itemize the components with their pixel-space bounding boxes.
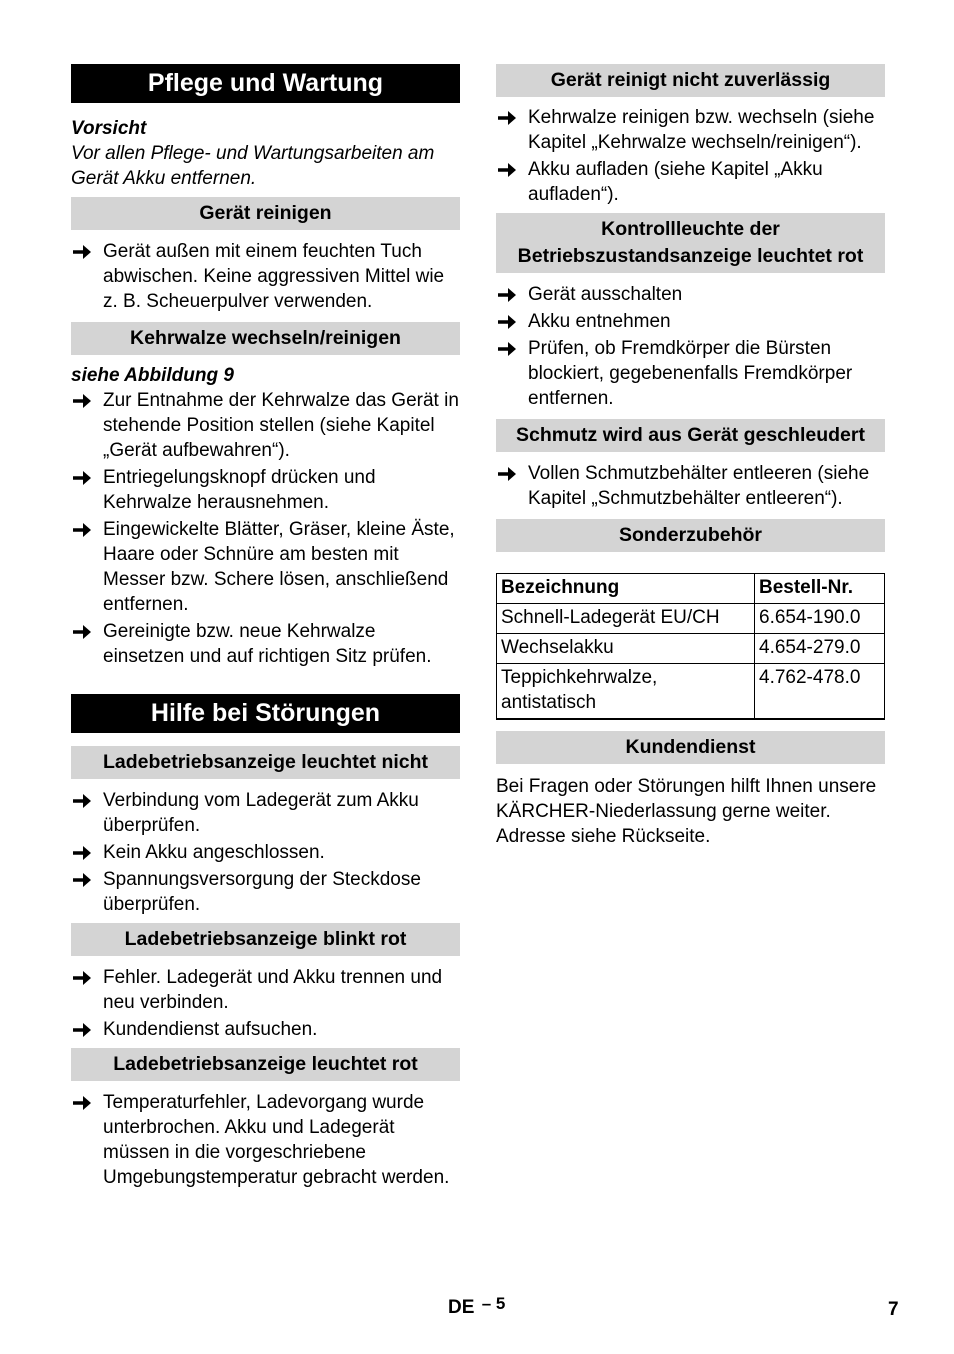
arrow-right-icon	[498, 341, 516, 357]
list-brush-roller	[71, 388, 460, 669]
list-dirt-thrown	[496, 461, 885, 511]
arrow-right-icon	[498, 287, 516, 303]
heading-charge-indicator-red: Ladebetriebsanzeige leuchtet rot	[71, 1048, 460, 1081]
heading-clean-device: Gerät reinigen	[71, 197, 460, 230]
table-cell-order-no: 4.762-478.0	[755, 664, 885, 720]
table-cell-order-no: 6.654-190.0	[755, 604, 885, 634]
heading-brush-roller: Kehrwalze wechseln/reinigen	[71, 322, 460, 355]
arrow-right-icon	[73, 970, 91, 986]
list-item-text: Prüfen, ob Fremdkörper die Bürsten blockiert, gegebenenfalls Fremdkörper entfernen.	[528, 338, 853, 409]
list-item-text: Fehler. Ladegerät und Akku trennen und neu verbinden.	[103, 967, 443, 1013]
heading-status-light-red: Kontrollleuchte der Betriebszustandsanzeige leuchtet rot	[496, 213, 885, 273]
list-item-text: Kundendienst aufsuchen.	[103, 1019, 318, 1040]
list-item-text: Entriegelungsknopf drücken und Kehrwalze herausnehmen.	[103, 467, 376, 513]
arrow-right-icon	[498, 314, 516, 330]
section-title-troubleshooting: Hilfe bei Störungen	[71, 694, 460, 733]
list-item-text: Gereinigte bzw. neue Kehrwalze einsetzen und auf richtigen Sitz prüfen.	[103, 621, 432, 667]
arrow-right-icon	[73, 470, 91, 486]
arrow-right-icon	[498, 162, 516, 178]
footer-section-page: – 5	[481, 1294, 506, 1313]
customer-service-text: Bei Fragen oder Störungen hilft Ihnen unsere KÄRCHER-Niederlassung gerne weiter. Adresse siehe Rückseite.	[496, 776, 877, 847]
arrow-right-icon	[73, 624, 91, 640]
table-cell-designation: Teppichkehrwalze, antistatisch	[497, 664, 755, 720]
list-status-light-red	[496, 282, 885, 411]
list-item-text: Kehrwalze reinigen bzw. wechseln (siehe Kapitel „Kehrwalze wechseln/reinigen“).	[528, 107, 875, 153]
footer-section-marker	[448, 1294, 506, 1319]
list-item-text: Gerät außen mit einem feuchten Tuch abwischen. Keine aggressiven Mittel wie z. B. Scheuerpulver verwenden.	[103, 241, 445, 312]
list-charge-indicator-blinks	[71, 965, 460, 1042]
list-item	[71, 619, 460, 669]
arrow-right-icon	[73, 1022, 91, 1038]
heading-cleans-unreliably: Gerät reinigt nicht zuverlässig	[496, 64, 885, 97]
table-header-order-no: Bestell-Nr.	[755, 574, 885, 604]
arrow-right-icon	[498, 110, 516, 126]
heading-dirt-thrown: Schmutz wird aus Gerät geschleudert	[496, 419, 885, 452]
table-row	[497, 664, 885, 720]
arrow-right-icon	[73, 872, 91, 888]
arrow-right-icon	[73, 393, 91, 409]
list-clean-device	[71, 239, 460, 314]
heading-charge-indicator-blinks: Ladebetriebsanzeige blinkt rot	[71, 923, 460, 956]
list-item	[71, 788, 460, 838]
list-item	[71, 388, 460, 463]
section-title-maintenance: Pflege und Wartung	[71, 64, 460, 103]
arrow-right-icon	[498, 466, 516, 482]
list-cleans-unreliably	[496, 105, 885, 207]
page-number: 7	[888, 1299, 899, 1320]
table-header-row	[497, 574, 885, 604]
list-item-text: Gerät ausschalten	[528, 284, 683, 305]
list-item-text: Vollen Schmutzbehälter entleeren (siehe Kapitel „Schmutzbehälter entleeren“).	[528, 463, 870, 509]
list-item-text: Spannungsversorgung der Steckdose überprüfen.	[103, 869, 421, 915]
caution-title: Vorsicht	[71, 118, 147, 139]
list-charge-indicator-red	[71, 1090, 460, 1190]
list-item-text: Kein Akku angeschlossen.	[103, 842, 325, 863]
table-row	[497, 604, 885, 634]
table-cell-order-no: 4.654-279.0	[755, 634, 885, 664]
arrow-right-icon	[73, 1095, 91, 1111]
heading-customer-service: Kundendienst	[496, 731, 885, 764]
list-item	[71, 867, 460, 917]
table-row	[497, 634, 885, 664]
list-item-text: Zur Entnahme der Kehrwalze das Gerät in stehende Position stellen (siehe Kapitel „Gerät aufbewahren“).	[103, 390, 459, 461]
list-item	[71, 840, 460, 865]
list-item	[496, 105, 885, 155]
list-item-text: Verbindung vom Ladegerät zum Akku überprüfen.	[103, 790, 419, 836]
table-cell-designation: Wechselakku	[497, 634, 755, 664]
figure-reference: siehe Abbildung 9	[71, 365, 234, 386]
arrow-right-icon	[73, 244, 91, 260]
list-item-text: Akku aufladen (siehe Kapitel „Akku aufladen“).	[528, 159, 823, 205]
list-charge-indicator-off	[71, 788, 460, 917]
left-column	[71, 64, 460, 1192]
table-cell-designation: Schnell-Ladegerät EU/CH	[497, 604, 755, 634]
list-item	[71, 965, 460, 1015]
list-item	[71, 465, 460, 515]
list-item	[71, 239, 460, 314]
list-item	[71, 1017, 460, 1042]
list-item-text: Eingewickelte Blätter, Gräser, kleine Äste, Haare oder Schnüre am besten mit Messer bzw. Schere lösen, anschließend entfernen.	[103, 519, 455, 615]
list-item	[496, 461, 885, 511]
arrow-right-icon	[73, 845, 91, 861]
right-column	[496, 64, 885, 849]
caution-text: Vor allen Pflege- und Wartungsarbeiten am Gerät Akku entfernen.	[71, 143, 435, 189]
list-item	[496, 282, 885, 307]
heading-charge-indicator-off: Ladebetriebsanzeige leuchtet nicht	[71, 746, 460, 779]
list-item	[71, 517, 460, 617]
table-header-designation: Bezeichnung	[497, 574, 755, 604]
list-item	[496, 157, 885, 207]
list-item-text: Temperaturfehler, Ladevorgang wurde unterbrochen. Akku und Ladegerät müssen in die vorgeschriebene Umgebungstemperatur gebracht werden.	[103, 1092, 450, 1188]
list-item	[71, 1090, 460, 1190]
list-item	[496, 309, 885, 334]
heading-accessories: Sonderzubehör	[496, 519, 885, 552]
arrow-right-icon	[73, 522, 91, 538]
list-item-text: Akku entnehmen	[528, 311, 671, 332]
list-item	[496, 336, 885, 411]
accessories-table	[496, 573, 885, 720]
footer-language: DE	[448, 1297, 475, 1318]
arrow-right-icon	[73, 793, 91, 809]
